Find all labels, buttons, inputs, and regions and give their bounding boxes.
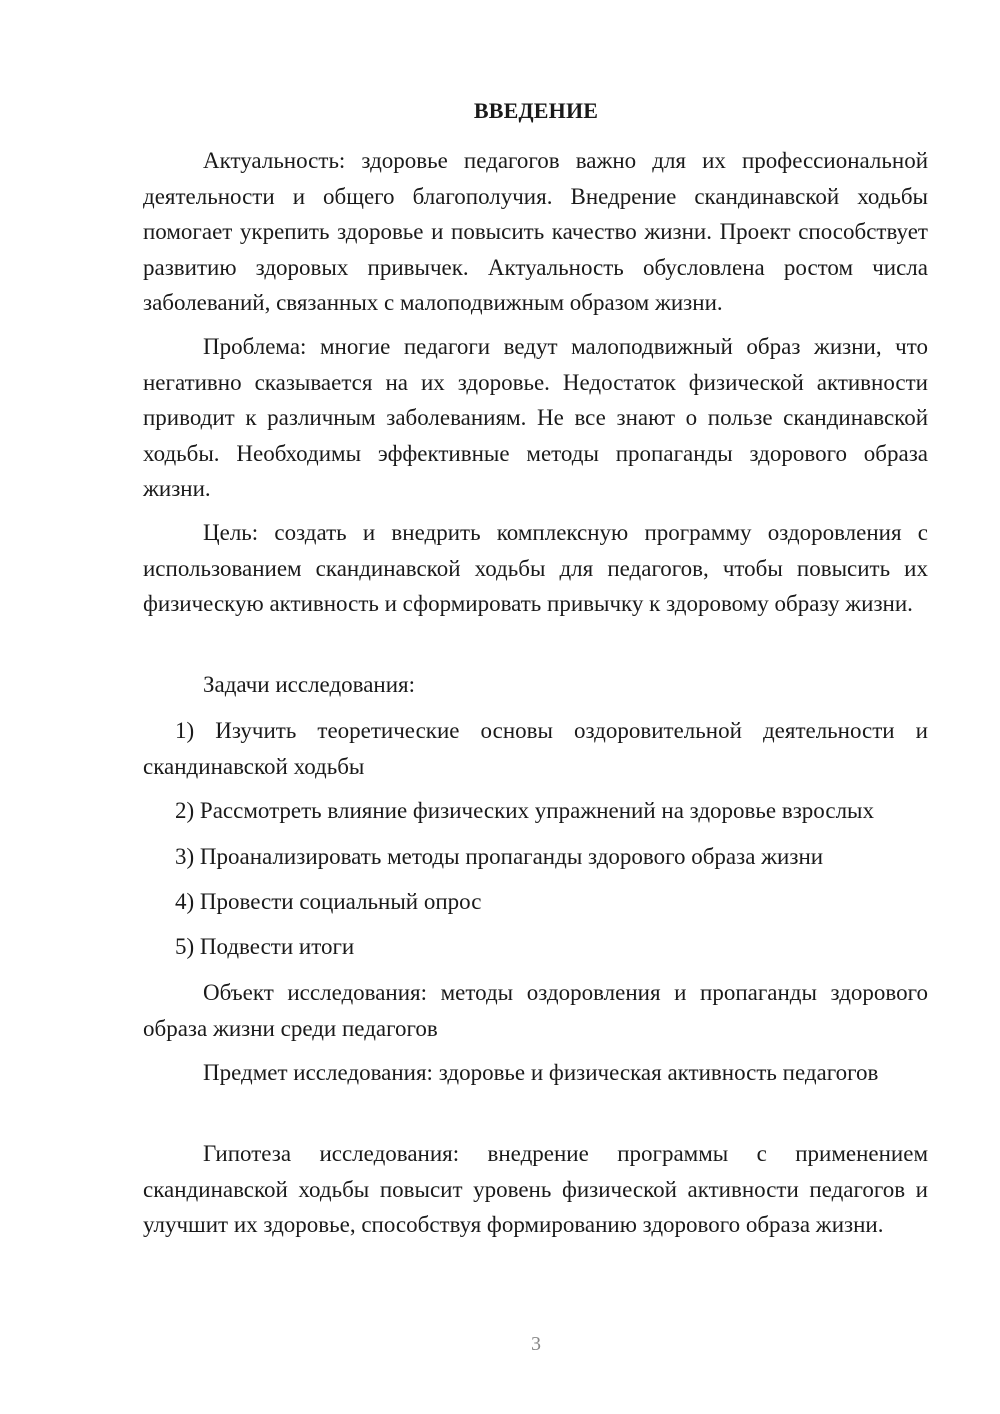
subject-paragraph: Предмет исследования: здоровье и физическая активность педагогов (203, 1060, 879, 1085)
hypothesis-paragraph: Гипотеза исследования: внедрение программы с применением скандинавской ходьбы повысит уровень физической активности педагогов и улучшит их здоровье, способствуя формированию здорового образа жизни. (143, 1141, 928, 1237)
problem-paragraph: Проблема: многие педагоги ведут малоподвижный образ жизни, что негативно сказывается на их здоровье. Недостаток физической активности приводит к различным заболеваниям. Не все знают о пользе скандинавской ходьбы. Необходимы эффективные методы пропаганды здорового образа жизни. (143, 334, 928, 501)
task-item: 3) Проанализировать методы пропаганды здорового образа жизни (175, 844, 824, 869)
page-title: ВВЕДЕНИЕ (473, 98, 599, 123)
relevance-paragraph: Актуальность: здоровье педагогов важно для их профессиональной деятельности и общего благополучия. Внедрение скандинавской ходьбы помогает укрепить здоровье и повысить качество жизни. Проект способствует развитию здоровых привычек. Актуальность обусловлена ростом числа заболеваний, связанных с малоподвижным образом жизни. (143, 148, 928, 315)
task-item: 2) Рассмотреть влияние физических упражнений на здоровье взрослых (175, 798, 875, 823)
task-item: 1) Изучить теоретические основы оздоровительной деятельности и скандинавской ходьбы (143, 718, 928, 779)
page-number: 3 (531, 1333, 541, 1355)
tasks-heading: Задачи исследования: (203, 672, 416, 697)
object-paragraph: Объект исследования: методы оздоровления и пропаганды здорового образа жизни среди педагогов (143, 980, 928, 1041)
task-item: 4) Провести социальный опрос (175, 889, 482, 914)
task-item: 5) Подвести итоги (175, 934, 355, 959)
goal-paragraph: Цель: создать и внедрить комплексную программу оздоровления с использованием скандинавской ходьбы для педагогов, чтобы повысить их физическую активность и сформировать привычку к здоровому образу жизни. (143, 520, 928, 616)
